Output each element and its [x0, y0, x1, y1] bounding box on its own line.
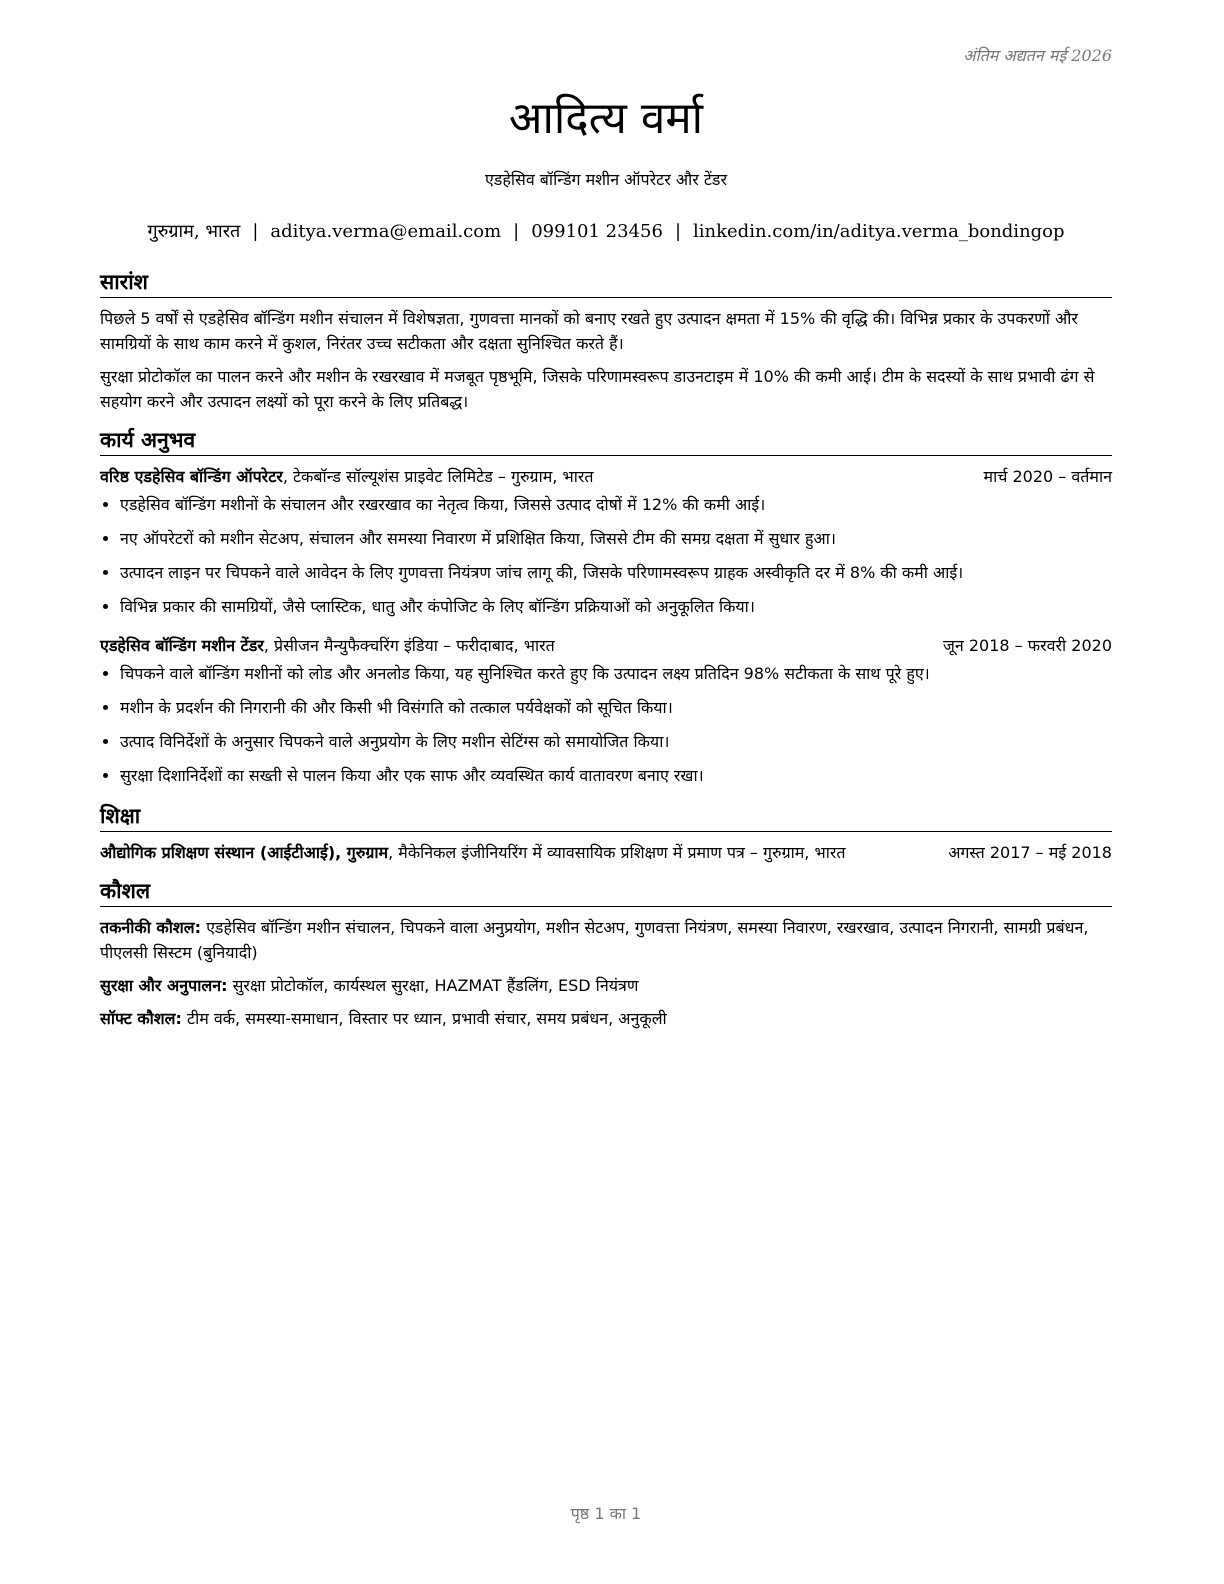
job-org: , प्रेसीजन मैन्युफैक्चरिंग इंडिया – फरीदाबाद, भारत [263, 636, 555, 655]
section-title-education: शिक्षा [100, 802, 1112, 832]
skill-line [100, 1006, 1112, 1031]
job-bullet: • विभिन्न प्रकार की सामग्रियों, जैसे प्लास्टिक, धातु और कंपोजिट के लिए बॉन्डिंग प्रक्रियाओं को अनुकूलित किया। [120, 594, 1112, 619]
section-title-experience: कार्य अनुभव [100, 426, 1112, 456]
summary-paragraph: सुरक्षा प्रोटोकॉल का पालन करने और मशीन के रखरखाव में मजबूत पृष्ठभूमि, जिसके परिणामस्वरूप डाउनटाइम में 10% की कमी आई। टीम के सदस्यों के साथ प्रभावी ढंग से सहयोग करने और उत्पादन लक्ष्यों को पूरा करने के लिए प्रतिबद्ध। [100, 367, 1095, 411]
skill-label: तकनीकी कौशल: [100, 918, 201, 937]
experience-section [100, 426, 1112, 788]
job-bullet: • चिपकने वाले बॉन्डिंग मशीनों को लोड और अनलोड किया, यह सुनिश्चित करते हुए कि उत्पादन लक्ष्य प्रतिदिन 98% सटीकता के साथ पूरे हुए। [120, 661, 1112, 686]
skill-text: टीम वर्क, समस्या-समाधान, विस्तार पर ध्यान, प्रभावी संचार, समय प्रबंधन, अनुकूली [181, 1009, 667, 1028]
job-bullets [100, 492, 1112, 619]
job-entry [100, 633, 1112, 788]
job-bullet: • एडहेसिव बॉन्डिंग मशीनों के संचालन और रखरखाव का नेतृत्व किया, जिससे उत्पाद दोषों में 12% की कमी आई। [120, 492, 1112, 517]
candidate-name: आदित्य वर्मा [508, 93, 704, 144]
education-section [100, 802, 1112, 865]
education-entry [100, 840, 1112, 865]
summary-paragraph: पिछले 5 वर्षों से एडहेसिव बॉन्डिंग मशीन संचालन में विशेषज्ञता, गुणवत्ता मानकों को बनाए रखते हुए उत्पादन क्षमता में 15% की वृद्धि की। विभिन्न प्रकार के उपकरणों और सामग्रियों के साथ काम करने में कुशल, निरंतर उच्च सटीकता और दक्षता सुनिश्चित करते हैं। [100, 309, 1078, 353]
skill-line [100, 973, 1112, 998]
section-title-summary: सारांश [100, 268, 1112, 298]
education-dates: अगस्त 2017 – मई 2018 [948, 843, 1112, 862]
job-bullet: • मशीन के प्रदर्शन की निगरानी की और किसी भी विसंगति को तत्काल पर्यवेक्षकों को सूचित किया। [120, 695, 1112, 720]
contact-location: गुरुग्राम, भारत [147, 221, 241, 242]
job-header [100, 464, 1112, 489]
job-title: एडहेसिव बॉन्डिंग मशीन ऑपरेटर और टेंडर [484, 170, 728, 189]
job-bullets [100, 661, 1112, 788]
job-entry [100, 464, 1112, 619]
skill-text: एडहेसिव बॉन्डिंग मशीन संचालन, चिपकने वाला अनुप्रयोग, मशीन सेटअप, गुणवत्ता नियंत्रण, समस्या निवारण, रखरखाव, उत्पादन निगरानी, सामग्री प्रबंधन, पीएलसी सिस्टम (बुनियादी) [100, 918, 1089, 962]
job-bullet: • उत्पाद विनिर्देशों के अनुसार चिपकने वाले अनुप्रयोग के लिए मशीन सेटिंग्स को समायोजित किया। [120, 729, 1112, 754]
job-bullet: • नए ऑपरेटरों को मशीन सेटअप, संचालन और समस्या निवारण में प्रशिक्षित किया, जिससे टीम की समग्र दक्षता में सुधार हुआ। [120, 526, 1112, 551]
summary-section [100, 268, 1112, 414]
contact-linkedin[interactable]: linkedin.com/in/aditya.verma_bondingop [693, 221, 1065, 242]
job-bullet: • सुरक्षा दिशानिर्देशों का सख्ती से पालन किया और एक साफ और व्यवस्थित कार्य वातावरण बनाए रखा। [120, 763, 1112, 788]
page-number: पृष्ठ 1 का 1 [570, 1504, 642, 1523]
job-org: , टेकबॉन्ड सॉल्यूशंस प्राइवेट लिमिटेड – गुरुग्राम, भारत [282, 467, 594, 486]
job-dates: जून 2018 – फरवरी 2020 [943, 636, 1112, 655]
job-dates: मार्च 2020 – वर्तमान [983, 467, 1112, 486]
skill-text: सुरक्षा प्रोटोकॉल, कार्यस्थल सुरक्षा, HAZMAT हैंडलिंग, ESD नियंत्रण [227, 976, 639, 995]
skill-label: सॉफ्ट कौशल: [100, 1009, 182, 1028]
separator: | [513, 221, 520, 242]
job-role: वरिष्ठ एडहेसिव बॉन्डिंग ऑपरेटर [100, 467, 283, 486]
separator: | [252, 221, 259, 242]
job-header [100, 633, 1112, 658]
education-line [100, 840, 900, 865]
resume-content [100, 268, 1112, 1043]
skill-line [100, 915, 1112, 965]
job-role: एडहेसिव बॉन्डिंग मशीन टेंडर [100, 636, 264, 655]
job-role-line [100, 464, 594, 489]
skill-label: सुरक्षा और अनुपालन: [100, 976, 228, 995]
contact-line [100, 219, 1112, 243]
contact-phone[interactable]: 099101 23456 [531, 221, 663, 242]
job-bullet: • उत्पादन लाइन पर चिपकने वाले आवेदन के लिए गुणवत्ता नियंत्रण जांच लागू की, जिसके परिणामस्वरूप ग्राहक अस्वीकृति दर में 8% की कमी आई। [120, 560, 1112, 585]
section-title-skills: कौशल [100, 877, 1112, 907]
resume-page [100, 0, 1112, 1584]
contact-email[interactable]: aditya.verma@email.com [270, 221, 502, 242]
last-updated: अंतिम अद्यतन मई 2026 [963, 46, 1112, 65]
job-role-line [100, 633, 555, 658]
separator: | [674, 221, 682, 242]
education-details: , मैकेनिकल इंजीनियरिंग में व्यावसायिक प्रशिक्षण में प्रमाण पत्र – गुरुग्राम, भारत [388, 843, 846, 862]
education-institution: औद्योगिक प्रशिक्षण संस्थान (आईटीआई), गुरुग्राम [100, 843, 389, 862]
skills-section [100, 877, 1112, 1031]
